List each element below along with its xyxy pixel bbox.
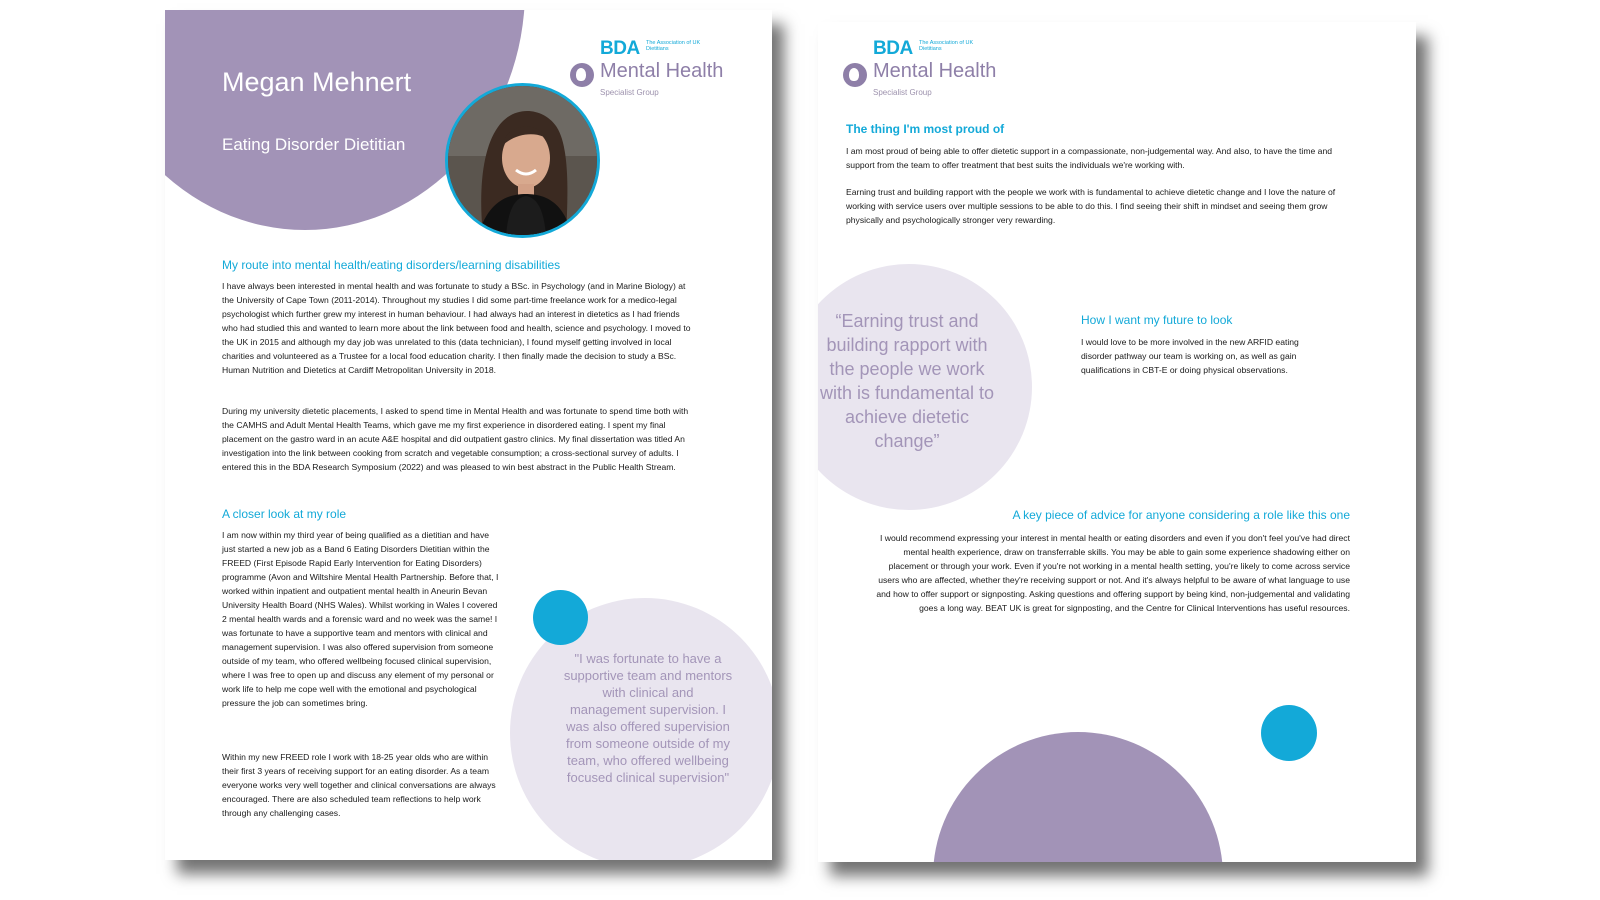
route-heading: My route into mental health/eating disorders/learning disabilities [222, 258, 561, 272]
cyan-dot [533, 590, 588, 645]
logo-group-text: Mental Health [873, 60, 997, 82]
pull-quote-2: “Earning trust and building rapport with the people we work with is fundamental to achieve dietetic change” [819, 311, 995, 451]
profile-page-2 [818, 22, 1416, 862]
cyan-dot [1261, 705, 1317, 761]
route-paragraph-2: During my university dietetic placements, I asked to spend time in Mental Health and was fortunate to spend time both with the CAMHS and Adult Mental Health Teams, which gave me my first experience in disordered eating. I spent my final placement on the gastro ward in an acute A&E hospital and did outpatient gastro clinics. My final dissertation was titled An investigation into the link between cooking from scratch and vegetable consumption; a cross-sectional survey of adults. I entered this in the BDA Research Symposium (2022) and was pleased to win best abstract in the Public Health Stream. [222, 406, 689, 472]
logo-subgroup-text: Specialist Group [873, 88, 932, 97]
bda-mental-health-logo [843, 38, 1023, 100]
logo-bda-text: BDA [600, 38, 640, 59]
portrait-image [448, 86, 597, 235]
role-paragraph-2: Within my new FREED role I work with 18-25 year olds who are within their first 3 years of receiving support for an eating disorder. As a team everyone works very well together and clinical conversations are always encouraged. There are also scheduled team reflections to help work through any challenging cases. [222, 752, 496, 818]
profile-title: Eating Disorder Dietitian [222, 135, 406, 154]
head-silhouette-icon [843, 63, 867, 87]
role-paragraph-1: I am now within my third year of being qualified as a dietitian and have just started a new job as a Band 6 Eating Disorders Dietitian within the FREED (First Episode Rapid Early Intervention for Eating Disorders) programme (Avon and Wiltshire Mental Health Partnership. Before that, I worked within inpatient and outpatient mental health in Aneurin Bevan University Health Board (NHS Wales). Whilst working in Wales I covered 2 mental health wards and a forensic ward and no week was the same! I was fortunate to have a supportive team and mentors with clinical and management supervision. I was also offered supervision from someone outside of my team, who offered wellbeing focused clinical supervision, where I was free to open up and discuss any element of my personal or work life to help me cope well with the emotional and psychological pressure the job can sometimes bring. [222, 530, 499, 708]
logo-group-text: Mental Health [600, 60, 724, 82]
bda-mental-health-logo [570, 38, 750, 100]
advice-heading: A key piece of advice for anyone considering a role like this one [1012, 508, 1350, 522]
proud-heading: The thing I'm most proud of [846, 122, 1005, 136]
profile-name: Megan Mehnert [222, 67, 412, 97]
role-heading: A closer look at my role [222, 507, 347, 521]
future-paragraph: I would love to be more involved in the new ARFID eating disorder pathway our team is working on, as well as gain qualifications in CBT-E or doing physical observations. [1081, 337, 1299, 375]
head-silhouette-icon [570, 63, 594, 87]
future-heading: How I want my future to look [1081, 313, 1233, 327]
advice-paragraph: I would recommend expressing your interest in mental health or eating disorders and even if you don't feel you've had direct mental health experience, draw on transferrable skills. You may be able to gain some experience shadowing either on placement or through your work. Even if you're not working in a mental health setting, you're likely to come across service users who are affected, whether they're receiving support or not. And it's always helpful to be aware of what language to use and how to offer support or signposting. Asking questions and offering support by being kind, non-judgemental and validating goes a long way. BEAT UK is great for signposting, and the Centre for Clinical Interventions has useful resources. [876, 533, 1350, 613]
route-paragraph-1: I have always been interested in mental health and was fortunate to study a BSc. in Psychology (and in Marine Biology) at the University of Cape Town (2011-2014). Throughout my studies I did some part-time freelance work for a medico-legal psychologist which further grew my interest in human behaviour. I had always had an interest in dietetics as I had friends who had studied this and wanted to learn more about the link between food and health, science and psychology. I moved to the UK in 2015 and although my day job was unrelated to this (data technician), I found myself getting involved in local charities and volunteered as a Trustee for a local food education charity. I then finally made the decision to study a BSc. Human Nutrition and Dietetics at Cardiff Metropolitan University in 2018. [222, 281, 691, 375]
logo-subgroup-text: Specialist Group [600, 88, 659, 97]
profile-page-1 [165, 10, 772, 860]
logo-association-text: The Association of UK Dietitians [646, 40, 701, 52]
footer-purple-circle [933, 732, 1223, 862]
pull-quote-1: "I was fortunate to have a supportive team and mentors with clinical and management supervision. I was also offered supervision from someone outside of my team, who offered wellbeing focused clinical supervision" [563, 651, 733, 785]
logo-bda-text: BDA [873, 38, 913, 59]
proud-paragraph-2: Earning trust and building rapport with the people we work with is fundamental to achieve dietetic change and I love the nature of working with service users over multiple sessions to be able to do this. I find seeing their shift in mindset and seeing them grow physically and psychologically stronger very rewarding. [846, 187, 1336, 225]
profile-photo [445, 83, 600, 238]
logo-association-text: The Association of UK Dietitians [919, 40, 974, 52]
proud-paragraph-1: I am most proud of being able to offer dietetic support in a compassionate, non-judgemental way. And also, to have the time and support from the team to offer treatment that best suits the individuals we're working with. [846, 146, 1332, 170]
